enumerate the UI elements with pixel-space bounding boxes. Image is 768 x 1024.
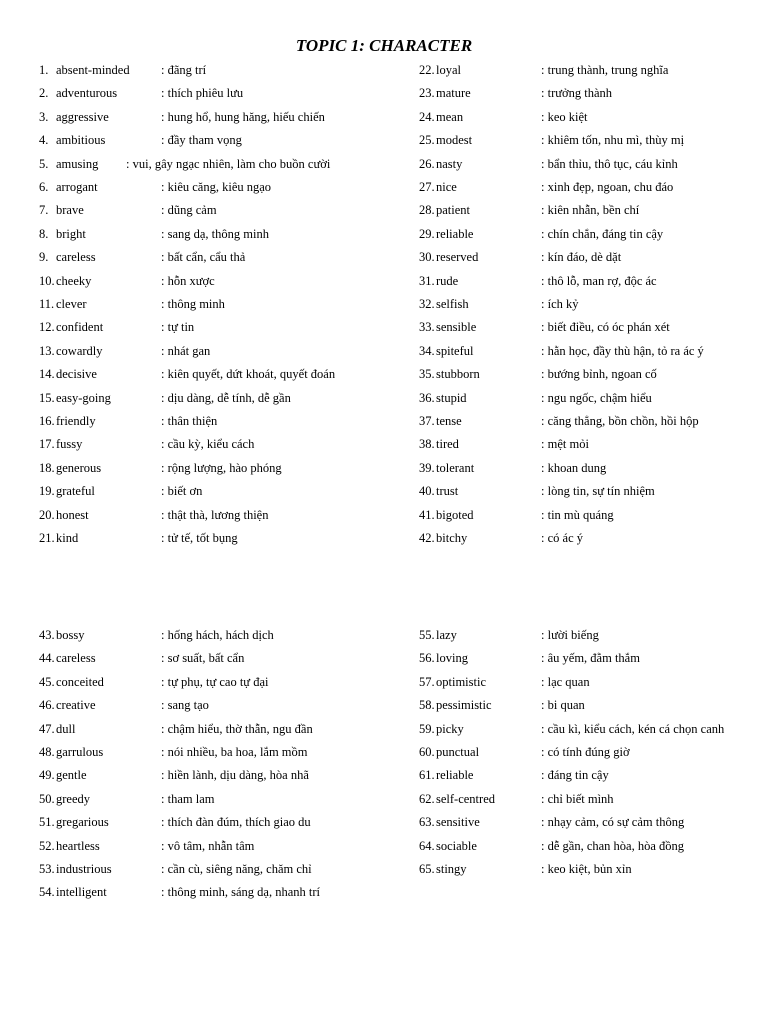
- entry-meaning: : cầu kì, kiểu cách, kén cá chọn canh: [541, 721, 725, 736]
- entry-meaning: : thông minh: [161, 297, 225, 311]
- entry-word: bright: [56, 226, 86, 241]
- entry-meaning: : khiêm tốn, nhu mì, thùy mị: [541, 133, 685, 148]
- entry-number: 59.: [419, 721, 435, 736]
- entry-word: patient: [436, 203, 471, 218]
- entry-word: adventurous: [56, 86, 118, 101]
- entry-meaning: : bi quan: [541, 698, 585, 713]
- entry-meaning: : kiêu căng, kiêu ngạo: [161, 180, 272, 194]
- entry-word: lazy: [436, 628, 457, 642]
- entry-word: careless: [56, 250, 96, 265]
- entry-number: 54.: [39, 885, 55, 900]
- entry-word: decisive: [56, 367, 97, 382]
- entry-meaning: : dịu dàng, dễ tính, dễ gần: [161, 390, 291, 405]
- entry-number: 37.: [419, 414, 435, 428]
- entry-meaning: : khoan dung: [541, 460, 607, 475]
- entry-meaning: : đáng tin cậy: [541, 768, 609, 783]
- entry-word: stupid: [436, 390, 467, 405]
- vocab-entry: [0, 508, 768, 526]
- vocab-entry: [0, 227, 768, 245]
- vocab-entry: [0, 133, 768, 151]
- entry-meaning: : cầu kỳ, kiểu cách: [161, 437, 255, 452]
- entry-number: 44.: [39, 651, 55, 666]
- entry-word: reliable: [436, 226, 474, 241]
- entry-number: 21.: [39, 531, 55, 545]
- entry-number: 36.: [419, 390, 435, 405]
- entry-number: 35.: [419, 367, 435, 382]
- entry-number: 52.: [39, 838, 55, 853]
- entry-number: 15.: [39, 390, 55, 405]
- entry-meaning: : thông minh, sáng dạ, nhanh trí: [161, 885, 321, 900]
- vocab-entry: [0, 274, 768, 292]
- entry-number: 42.: [419, 531, 435, 545]
- vocab-entry: [0, 414, 768, 432]
- entry-word: tolerant: [436, 460, 475, 475]
- entry-number: 61.: [419, 768, 435, 783]
- entry-meaning: : bẩn thỉu, thô tục, cáu kỉnh: [541, 156, 678, 171]
- entry-number: 39.: [419, 460, 435, 475]
- entry-word: aggressive: [56, 109, 109, 124]
- entry-word: honest: [56, 507, 89, 522]
- entry-meaning: : thích đàn đúm, thích giao du: [161, 815, 311, 830]
- entry-meaning: : vui, gây ngạc nhiên, làm cho buồn cười: [126, 156, 331, 171]
- entry-number: 4.: [39, 133, 49, 148]
- entry-number: 45.: [39, 674, 55, 689]
- entry-meaning: : trưởng thành: [541, 86, 613, 101]
- entry-number: 43.: [39, 628, 55, 642]
- entry-meaning: : bướng bỉnh, ngoan cố: [541, 367, 657, 382]
- vocab-entry: [0, 110, 768, 128]
- entry-meaning: : đãng trí: [161, 63, 207, 77]
- entry-meaning: : sơ suất, bất cẩn: [161, 651, 245, 666]
- vocab-entry: [0, 250, 768, 268]
- entry-word: spiteful: [436, 343, 474, 358]
- entry-meaning: : thích phiêu lưu: [161, 86, 244, 101]
- entry-word: reserved: [436, 250, 479, 265]
- entry-number: 25.: [419, 133, 435, 148]
- vocab-entry: [0, 628, 768, 646]
- entry-word: grateful: [56, 484, 95, 499]
- vocab-entry: [0, 367, 768, 385]
- entry-word: kind: [56, 531, 79, 545]
- entry-meaning: : mệt mỏi: [541, 437, 589, 452]
- entry-number: 57.: [419, 674, 435, 689]
- entry-number: 31.: [419, 273, 435, 288]
- entry-number: 23.: [419, 86, 435, 101]
- entry-meaning: : keo kiệt, bủn xỉn: [541, 862, 632, 876]
- entry-number: 10.: [39, 273, 55, 288]
- entry-word: loyal: [436, 63, 461, 77]
- entry-word: bitchy: [436, 531, 468, 545]
- entry-word: amusing: [56, 156, 99, 171]
- vocab-entry: [0, 745, 768, 763]
- entry-meaning: : chỉ biết mình: [541, 791, 614, 806]
- entry-meaning: : nhạy cảm, có sự cảm thông: [541, 815, 685, 830]
- entry-meaning: : bất cẩn, cẩu thả: [161, 250, 246, 265]
- vocab-entry: [0, 344, 768, 362]
- entry-word: brave: [56, 203, 84, 218]
- entry-number: 18.: [39, 460, 55, 475]
- entry-meaning: : kín đáo, dè dặt: [541, 250, 622, 265]
- entry-meaning: : căng thẳng, bồn chồn, hồi hộp: [541, 414, 699, 428]
- entry-number: 14.: [39, 367, 55, 382]
- entry-number: 19.: [39, 484, 55, 499]
- entry-word: stubborn: [436, 367, 480, 382]
- entry-number: 7.: [39, 203, 49, 218]
- entry-number: 24.: [419, 109, 435, 124]
- entry-number: 53.: [39, 862, 55, 876]
- entry-word: stingy: [436, 862, 467, 876]
- entry-word: confident: [56, 320, 104, 335]
- entry-meaning: : thô lỗ, man rợ, độc ác: [541, 273, 657, 288]
- entry-word: bigoted: [436, 507, 474, 522]
- entry-meaning: : xinh đẹp, ngoan, chu đáo: [541, 180, 674, 194]
- vocab-entry: [0, 484, 768, 502]
- entry-word: absent-minded: [56, 63, 130, 77]
- vocab-entry: [0, 651, 768, 669]
- entry-meaning: : có ác ý: [541, 531, 583, 545]
- vocab-entry: [0, 297, 768, 315]
- entry-word: gregarious: [56, 815, 109, 830]
- entry-meaning: : sang tạo: [161, 698, 209, 713]
- entry-number: 30.: [419, 250, 435, 265]
- entry-word: self-centred: [436, 791, 495, 806]
- entry-word: dull: [56, 721, 76, 736]
- entry-meaning: : keo kiệt: [541, 109, 588, 124]
- entry-number: 48.: [39, 745, 55, 759]
- entry-number: 41.: [419, 507, 435, 522]
- entry-word: ambitious: [56, 133, 106, 148]
- entry-meaning: : lòng tin, sự tín nhiệm: [541, 484, 655, 499]
- entry-word: mature: [436, 86, 471, 101]
- vocab-entry: [0, 531, 768, 549]
- vocab-entry: [0, 86, 768, 104]
- entry-word: rude: [436, 273, 459, 288]
- vocab-entry: [0, 461, 768, 479]
- vocab-entry: [0, 839, 768, 857]
- vocab-entry: [0, 157, 768, 175]
- entry-meaning: : lười biếng: [541, 628, 599, 642]
- entry-number: 16.: [39, 414, 55, 428]
- entry-meaning: : vô tâm, nhẫn tâm: [161, 838, 255, 853]
- entry-number: 50.: [39, 791, 55, 806]
- entry-number: 32.: [419, 297, 435, 311]
- vocab-entry: [0, 437, 768, 455]
- entry-number: 46.: [39, 698, 55, 713]
- vocab-entry: [0, 391, 768, 409]
- entry-word: bossy: [56, 628, 85, 642]
- entry-meaning: : tự tin: [161, 320, 195, 335]
- entry-number: 64.: [419, 838, 435, 853]
- entry-number: 26.: [419, 156, 435, 171]
- entry-word: cheeky: [56, 273, 92, 288]
- entry-number: 56.: [419, 651, 435, 666]
- entry-meaning: : có tính đúng giờ: [541, 745, 630, 759]
- entry-number: 33.: [419, 320, 435, 335]
- vocab-entry: [0, 885, 768, 903]
- entry-word: generous: [56, 460, 102, 475]
- vocab-entry: [0, 768, 768, 786]
- entry-meaning: : kiên quyết, dứt khoát, quyết đoán: [161, 367, 336, 382]
- entry-meaning: : kiên nhẫn, bền chí: [541, 203, 640, 218]
- entry-word: conceited: [56, 674, 104, 689]
- entry-meaning: : biết điều, có óc phán xét: [541, 320, 670, 335]
- entry-word: gentle: [56, 768, 87, 783]
- entry-number: 13.: [39, 343, 55, 358]
- entry-number: 11.: [39, 297, 55, 311]
- entry-meaning: : lạc quan: [541, 674, 590, 689]
- entry-number: 17.: [39, 437, 55, 452]
- entry-word: optimistic: [436, 674, 486, 689]
- entry-number: 34.: [419, 343, 435, 358]
- entry-meaning: : hống hách, hách dịch: [161, 628, 274, 642]
- entry-number: 6.: [39, 180, 49, 194]
- entry-number: 8.: [39, 226, 49, 241]
- entry-word: industrious: [56, 862, 112, 876]
- entry-meaning: : nhát gan: [161, 343, 211, 358]
- entry-word: heartless: [56, 838, 100, 853]
- entry-number: 49.: [39, 768, 55, 783]
- vocab-entry: [0, 792, 768, 810]
- entry-number: 65.: [419, 862, 435, 876]
- entry-meaning: : hung hổ, hung hăng, hiếu chiến: [161, 109, 325, 124]
- entry-word: garrulous: [56, 745, 104, 759]
- entry-meaning: : tin mù quáng: [541, 507, 614, 522]
- entry-number: 62.: [419, 791, 435, 806]
- entry-number: 60.: [419, 745, 435, 759]
- entry-number: 1.: [39, 63, 49, 77]
- entry-word: arrogant: [56, 180, 98, 194]
- entry-number: 47.: [39, 721, 55, 736]
- entry-number: 2.: [39, 86, 49, 101]
- vocab-entry: [0, 203, 768, 221]
- entry-number: 12.: [39, 320, 55, 335]
- entry-meaning: : thân thiện: [161, 414, 218, 428]
- entry-word: trust: [436, 484, 459, 499]
- entry-meaning: : cần cù, siêng năng, chăm chỉ: [161, 862, 312, 876]
- entry-word: sensitive: [436, 815, 480, 830]
- entry-number: 5.: [39, 156, 49, 171]
- entry-number: 20.: [39, 507, 55, 522]
- entry-meaning: : rộng lượng, hào phóng: [161, 460, 282, 475]
- entry-meaning: : biết ơn: [161, 484, 203, 499]
- entry-meaning: : hiền lành, dịu dàng, hòa nhã: [161, 768, 309, 783]
- entry-word: modest: [436, 133, 473, 148]
- page-title: TOPIC 1: CHARACTER: [295, 36, 473, 55]
- entry-meaning: : nói nhiều, ba hoa, lắm mồm: [161, 745, 308, 759]
- entry-meaning: : âu yếm, đằm thắm: [541, 651, 640, 666]
- entry-word: nice: [436, 180, 457, 194]
- entry-number: 40.: [419, 484, 435, 499]
- entry-word: easy-going: [56, 390, 111, 405]
- entry-number: 28.: [419, 203, 435, 218]
- vocab-entry: [0, 180, 768, 198]
- entry-number: 9.: [39, 250, 49, 265]
- vocab-entry: [0, 862, 768, 880]
- entry-meaning: : ích kỷ: [541, 297, 579, 311]
- entry-word: tired: [436, 437, 459, 452]
- entry-number: 3.: [39, 109, 49, 124]
- entry-word: fussy: [56, 437, 83, 452]
- entry-meaning: : tự phụ, tự cao tự đại: [161, 674, 269, 689]
- entry-meaning: : sang dạ, thông minh: [161, 226, 269, 241]
- vocab-entry: [0, 722, 768, 740]
- entry-meaning: : thật thà, lương thiện: [161, 507, 269, 522]
- entry-word: mean: [436, 109, 464, 124]
- entry-word: punctual: [436, 745, 480, 759]
- vocab-entry: [0, 63, 768, 81]
- entry-number: 58.: [419, 698, 435, 713]
- entry-meaning: : dũng cảm: [161, 203, 217, 218]
- entry-word: sensible: [436, 320, 477, 335]
- entry-number: 55.: [419, 628, 435, 642]
- entry-word: loving: [436, 651, 468, 666]
- entry-word: intelligent: [56, 885, 107, 900]
- entry-number: 29.: [419, 226, 435, 241]
- entry-word: clever: [56, 297, 87, 311]
- entry-word: picky: [436, 721, 464, 736]
- entry-number: 22.: [419, 63, 435, 77]
- entry-number: 51.: [39, 815, 55, 830]
- entry-word: greedy: [56, 791, 91, 806]
- entry-number: 63.: [419, 815, 435, 830]
- entry-meaning: : chín chắn, đáng tin cậy: [541, 226, 664, 241]
- entry-word: nasty: [436, 156, 463, 171]
- entry-meaning: : tử tế, tốt bụng: [161, 531, 238, 545]
- entry-meaning: : dễ gần, chan hòa, hòa đồng: [541, 838, 685, 853]
- entry-word: reliable: [436, 768, 474, 783]
- vocab-entry: [0, 815, 768, 833]
- entry-word: selfish: [436, 297, 469, 311]
- entry-word: pessimistic: [436, 698, 492, 713]
- entry-meaning: : trung thành, trung nghĩa: [541, 63, 669, 77]
- entry-word: cowardly: [56, 343, 103, 358]
- entry-word: creative: [56, 698, 96, 713]
- entry-meaning: : hằn học, đầy thù hận, tỏ ra ác ý: [541, 343, 704, 358]
- vocab-entry: [0, 698, 768, 716]
- entry-word: tense: [436, 414, 462, 428]
- entry-meaning: : chậm hiểu, thờ thẫn, ngu đần: [161, 721, 313, 736]
- entry-word: friendly: [56, 414, 96, 428]
- entry-meaning: : ngu ngốc, chậm hiểu: [541, 390, 652, 405]
- entry-word: sociable: [436, 838, 477, 853]
- entry-number: 27.: [419, 180, 435, 194]
- entry-meaning: : hỗn xược: [161, 273, 215, 288]
- entry-meaning: : đầy tham vọng: [161, 133, 242, 148]
- entry-number: 38.: [419, 437, 435, 452]
- vocab-entry: [0, 675, 768, 693]
- entry-meaning: : tham lam: [161, 791, 215, 806]
- entry-word: careless: [56, 651, 96, 666]
- vocab-entry: [0, 320, 768, 338]
